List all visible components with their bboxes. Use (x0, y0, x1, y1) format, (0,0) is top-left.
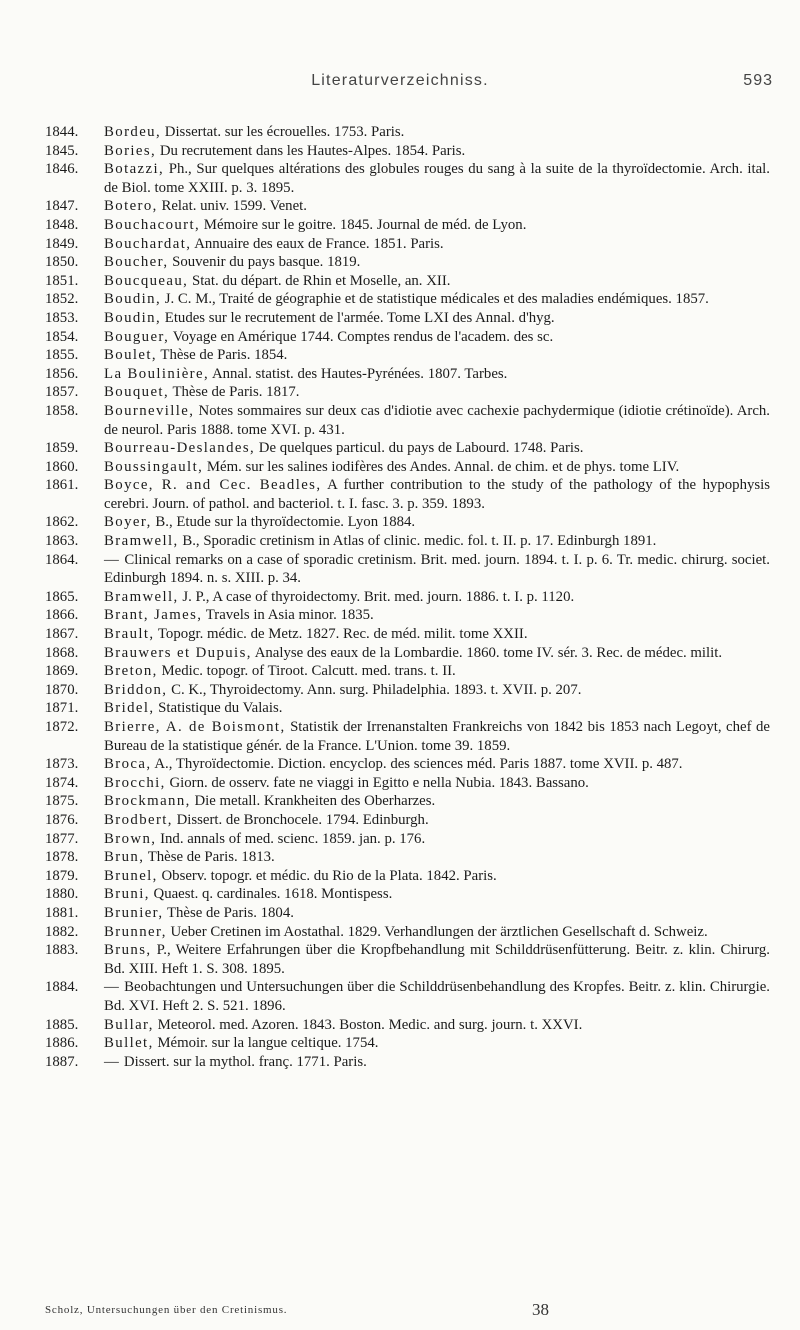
entry-author: Brocchi, (104, 774, 166, 791)
entry-citation: Statistique du Valais. (154, 700, 283, 717)
entry-number: 1884. (45, 979, 79, 996)
bibliography-entry (0, 774, 800, 793)
entry-citation: A further contribution to the study of the pathology of the hypophysis cerebri. Journ. of pathol. and bacteriol. t. I. fasc. 3. p. 359. 1893. (104, 477, 770, 512)
entry-number: 1845. (45, 142, 79, 159)
entry-citation: J. C. M., Traité de géographie et de statistique médicales et des maladies endémiques. 1857. (161, 291, 709, 308)
entry-number: 1876. (45, 811, 79, 828)
entry-number: 1883. (45, 942, 79, 959)
entry-number: 1850. (45, 254, 79, 271)
entry-number: 1859. (45, 440, 79, 457)
bibliography-entry (0, 513, 800, 532)
bibliography-entry (0, 272, 800, 291)
entry-author: — (104, 1053, 121, 1070)
entry-number: 1864. (45, 551, 79, 568)
entry-citation: Travels in Asia minor. 1835. (202, 607, 374, 624)
entry-number: 1851. (45, 272, 79, 289)
bibliography-entry (0, 235, 800, 254)
entry-author: Bouquet, (104, 384, 170, 401)
entry-author: Botazzi, (104, 161, 165, 178)
entry-author: Bourreau-Deslandes, (104, 440, 256, 457)
entry-author: Brault, (104, 626, 155, 643)
entry-citation: A., Thyroïdectomie. Diction. encyclop. des sciences méd. Paris 1887. tome XVII. p. 487. (151, 756, 683, 773)
entry-author: Boulet, (104, 347, 157, 364)
entry-citation: De quelques particul. du pays de Labourd. 1748. Paris. (255, 440, 584, 457)
entry-author: Bourneville, (104, 402, 195, 419)
bibliography-entry (0, 253, 800, 272)
bibliography-entry (0, 792, 800, 811)
entry-number: 1867. (45, 626, 79, 643)
entry-number: 1868. (45, 644, 79, 661)
entry-author: Brunier, (104, 904, 164, 921)
entry-citation: Ind. annals of med. scienc. 1859. jan. p. 176. (156, 830, 426, 847)
entry-number: 1886. (45, 1035, 79, 1052)
entry-number: 1869. (45, 663, 79, 680)
entry-author: Boyce, R. and Cec. Beadles, (104, 477, 322, 494)
entry-author: — (104, 551, 121, 568)
entry-author: Breton, (104, 663, 158, 680)
bibliography-entry (0, 328, 800, 347)
entry-citation: C. K., Thyroidectomy. Ann. surg. Philadelphia. 1893. t. XVII. p. 207. (167, 681, 582, 698)
bibliography-entry (0, 885, 800, 904)
entry-citation: B., Sporadic cretinism in Atlas of clinic. medic. fol. t. II. p. 17. Edinburgh 1891. (178, 533, 657, 550)
entry-number: 1882. (45, 923, 79, 940)
entry-citation: Annal. statist. des Hautes-Pyrénées. 1807. Tarbes. (209, 365, 508, 382)
bibliography-entry (0, 476, 800, 513)
bibliography-entry (0, 532, 800, 551)
entry-author: La Boulinière, (104, 365, 210, 382)
entry-author: Boudin, (104, 309, 162, 326)
entry-author: Brunel, (104, 867, 158, 884)
entry-author: Brant, James, (104, 607, 203, 624)
entry-citation: Giorn. de osserv. fate ne viaggi in Egitto e nella Nubia. 1843. Bassano. (165, 774, 589, 791)
entry-citation: Du recrutement dans les Hautes-Alpes. 1854. Paris. (156, 142, 466, 159)
entry-author: Bruni, (104, 886, 150, 903)
bibliography-entry (0, 830, 800, 849)
entry-number: 1862. (45, 514, 79, 531)
entry-citation: P., Weitere Erfahrungen über die Kropfbehandlung mit Schilddrüsenfütterung. Beitr. z. klin. Chirurg. Bd. XIII. Heft 1. S. 308. 1895. (104, 942, 770, 977)
entry-author: Bouguer, (104, 328, 170, 345)
entry-author: Bories, (104, 142, 157, 159)
entry-citation: Thèse de Paris. 1854. (156, 347, 288, 364)
entry-citation: Topogr. médic. de Metz. 1827. Rec. de méd. milit. tome XXII. (154, 626, 528, 643)
entry-number: 1887. (45, 1053, 79, 1070)
entry-author: Brauwers et Dupuis, (104, 644, 252, 661)
entry-citation: Die metall. Krankheiten des Oberharzes. (190, 793, 436, 810)
entry-citation: Etudes sur le recrutement de l'armée. Tome LXI des Annal. d'hyg. (161, 309, 555, 326)
entry-number: 1844. (45, 124, 79, 140)
entry-citation: Mémoir. sur la langue celtique. 1754. (153, 1035, 379, 1052)
bibliography-entry (0, 941, 800, 978)
entry-number: 1847. (45, 198, 79, 215)
entry-number: 1853. (45, 309, 79, 326)
entry-number: 1855. (45, 347, 79, 364)
entry-author: Brun, (104, 849, 145, 866)
entry-number: 1871. (45, 700, 79, 717)
bibliography-entry (0, 978, 800, 1015)
bibliography-entry (0, 867, 800, 886)
entry-number: 1870. (45, 681, 79, 698)
bibliography-entry (0, 365, 800, 384)
entry-author: Bramwell, (104, 588, 179, 605)
entry-citation: Notes sommaires sur deux cas d'idiotie avec cachexie pachydermique (idiotie crétinoïde). Arch. de neurol. Paris 1888. tome XVI. p. 431. (104, 402, 770, 438)
bibliography-entry (0, 383, 800, 402)
entry-number: 1849. (45, 235, 79, 252)
entry-number: 1861. (45, 477, 79, 494)
entry-citation: Dissert. de Bronchocele. 1794. Edinburgh. (172, 811, 429, 828)
page-number: 593 (743, 72, 773, 89)
entry-number: 1885. (45, 1016, 79, 1033)
entry-author: Brockmann, (104, 793, 191, 810)
entry-citation: Observ. topogr. et médic. du Rio de la Plata. 1842. Paris. (157, 867, 497, 884)
bibliography-entry (0, 309, 800, 328)
bibliography-entry (0, 662, 800, 681)
entry-author: Boucher, (104, 254, 169, 271)
entry-citation: Statistik der Irrenanstalten Frankreichs von 1842 bis 1853 nach Legoyt, chef de Bureau de la statistique génér. de la France. L'Union. tome 39. 1859. (104, 719, 770, 754)
entry-author: — (104, 979, 121, 996)
entry-author: Botero, (104, 198, 158, 215)
entry-citation: Mémoire sur le goitre. 1845. Journal de méd. de Lyon. (200, 216, 527, 233)
entry-citation: Thèse de Paris. 1817. (169, 384, 300, 401)
bibliography-entry (0, 551, 800, 588)
entry-author: Bullet, (104, 1035, 154, 1052)
entry-citation: Stat. du départ. de Rhin et Moselle, an. XII. (188, 272, 451, 289)
entry-number: 1846. (45, 161, 79, 178)
bibliography-entry (0, 123, 800, 142)
bibliography-entry (0, 681, 800, 700)
bibliography-entry (0, 644, 800, 663)
entry-citation: Dissertat. sur les écrouelles. 1753. Paris. (161, 124, 405, 140)
entry-citation: Clinical remarks on a case of sporadic cretinism. Brit. med. journ. 1894. t. I. p. 6. Tr. medic. chirurg. societ. Edinburgh 1894. n. s. XIII. p. 34. (104, 551, 770, 587)
entry-number: 1879. (45, 867, 79, 884)
entry-author: Boucqueau, (104, 272, 189, 289)
footer-note: Scholz, Untersuchungen über den Cretinismus. (45, 1304, 288, 1316)
entry-author: Boyer, (104, 514, 152, 531)
entry-number: 1880. (45, 886, 79, 903)
running-head (0, 72, 800, 94)
entry-author: Bouchardat, (104, 235, 192, 252)
entry-number: 1872. (45, 719, 79, 735)
bibliography-entry (0, 606, 800, 625)
bibliography-entry (0, 402, 800, 439)
entry-number: 1852. (45, 291, 79, 308)
entry-citation: Dissert. sur la mythol. franç. 1771. Paris. (120, 1053, 367, 1070)
bibliography-entry (0, 811, 800, 830)
entry-number: 1877. (45, 830, 79, 847)
entry-author: Bouchacourt, (104, 216, 201, 233)
entry-citation: Analyse des eaux de la Lombardie. 1860. tome IV. sér. 3. Rec. de médec. milit. (251, 644, 723, 661)
entry-citation: Thèse de Paris. 1813. (144, 849, 275, 866)
bibliography-entry (0, 755, 800, 774)
bibliography-entry (0, 1016, 800, 1035)
bibliography-entry (0, 290, 800, 309)
bibliography-entry (0, 904, 800, 923)
entry-author: Briddon, (104, 681, 168, 698)
entry-author: Bridel, (104, 700, 155, 717)
entry-author: Brodbert, (104, 811, 173, 828)
entry-number: 1854. (45, 328, 79, 345)
running-title: Literaturverzeichniss. (311, 72, 489, 89)
entry-citation: Relat. univ. 1599. Venet. (157, 198, 307, 215)
entry-number: 1848. (45, 216, 79, 233)
bibliography-entry (0, 848, 800, 867)
entry-citation: Beobachtungen und Untersuchungen über die Schilddrüsenbehandlung des Kropfes. Beitr. z. klin. Chirurgie. Bd. XVI. Heft 2. S. 521. 1896. (104, 979, 770, 1014)
page-footer (0, 1300, 800, 1322)
bibliography-entry (0, 699, 800, 718)
entry-author: Bordeu, (104, 124, 162, 140)
bibliography-entry (0, 1053, 800, 1072)
entry-author: Boussingault, (104, 458, 204, 475)
bibliography-entry (0, 160, 800, 197)
entry-citation: Quaest. q. cardinales. 1618. Montispess. (149, 886, 393, 903)
bibliography-entry (0, 216, 800, 235)
bibliography-entry (0, 458, 800, 477)
entry-citation: Mém. sur les salines iodifères des Andes. Annal. de chim. et de phys. tome LIV. (203, 458, 680, 475)
bibliography-entry (0, 439, 800, 458)
bibliography-entry (0, 588, 800, 607)
entry-number: 1874. (45, 774, 79, 791)
bibliography-entry (0, 197, 800, 216)
bibliography-entry (0, 346, 800, 365)
entry-number: 1860. (45, 458, 79, 475)
entry-author: Bruns, (104, 942, 152, 959)
entry-author: Brunner, (104, 923, 167, 940)
entry-number: 1873. (45, 756, 79, 773)
entry-author: Brierre, A. de Boismont, (104, 719, 286, 735)
entry-number: 1856. (45, 365, 79, 382)
entry-author: Broca, (104, 756, 152, 773)
entry-author: Bramwell, (104, 533, 179, 550)
entry-number: 1875. (45, 793, 79, 810)
entry-author: Bullar, (104, 1016, 154, 1033)
entry-number: 1865. (45, 588, 79, 605)
entry-citation: Thèse de Paris. 1804. (163, 904, 294, 921)
bibliography-entry (0, 142, 800, 161)
entry-number: 1881. (45, 904, 79, 921)
entry-citation: Ph., Sur quelques altérations des globules rouges du sang à la suite de la thyroïdectomie. Arch. ital. de Biol. tome XXIII. p. 3. 1895. (104, 161, 770, 196)
bibliography-entry (0, 718, 800, 755)
entry-number: 1866. (45, 607, 79, 624)
entry-number: 1878. (45, 849, 79, 866)
entry-citation: J. P., A case of thyroidectomy. Brit. med. journ. 1886. t. I. p. 1120. (178, 588, 575, 605)
entry-number: 1858. (45, 402, 79, 419)
entry-number: 1857. (45, 384, 79, 401)
entry-citation: Souvenir du pays basque. 1819. (168, 254, 361, 271)
entry-citation: Medic. topogr. of Tiroot. Calcutt. med. trans. t. II. (157, 663, 456, 680)
entry-citation: Voyage en Amérique 1744. Comptes rendus de l'academ. des sc. (169, 328, 554, 345)
entry-number: 1863. (45, 533, 79, 550)
entry-citation: Annuaire des eaux de France. 1851. Paris. (191, 235, 444, 252)
bibliography-entry (0, 1034, 800, 1053)
bibliography-entry (0, 625, 800, 644)
bibliography-entry (0, 923, 800, 942)
entry-citation: Ueber Cretinen im Aostathal. 1829. Verhandlungen der ärztlichen Gesellschaft d. Schweiz. (166, 923, 708, 940)
bibliography-list (0, 123, 800, 1071)
sheet-number: 38 (532, 1300, 549, 1319)
entry-author: Brown, (104, 830, 157, 847)
entry-citation: Meteorol. med. Azoren. 1843. Boston. Medic. and surg. journ. t. XXVI. (153, 1016, 583, 1033)
entry-author: Boudin, (104, 291, 162, 308)
entry-citation: B., Etude sur la thyroïdectomie. Lyon 1884. (151, 514, 416, 531)
